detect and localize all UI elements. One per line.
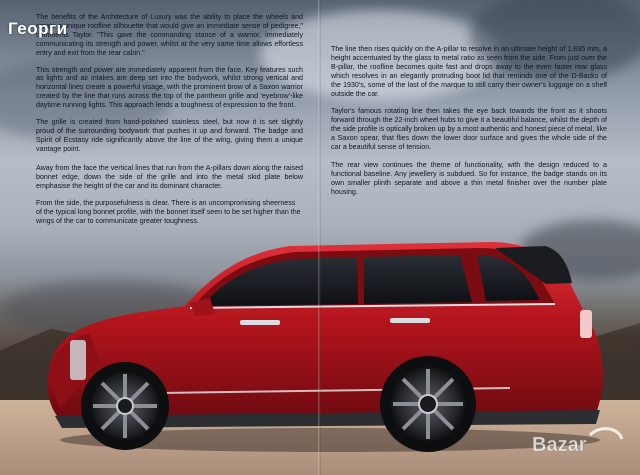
article-paragraph: This strength and power are immediately apparent from the face. Key features such as lights and air intakes are deep set into the bodywork, whilst strong vertical and horizontal lines create a powerful visage, with the prominent brow of a Saxon warrior created by the line that runs across the top of the pantheon grille and 'eyebrow'-like daytime running lights. This approach lends a toughness of expression to the front. xyxy=(36,65,303,110)
page-title: Георги xyxy=(8,19,68,38)
article-paragraph: The line then rises quickly on the A-pillar to resolve in an ultimate height of 1,835 mm, a height accentuated by the glass to metal ratio as seen from the side. From just over the B-pillar, the roofline becomes quite fast and drops away to the even faster rear glass which resolves in an elegantly protruding boot lid that reminds one of the D-Backs of the 1930's, some of the last of the marque to still carry their owner's luggage on a shelf outside the car. xyxy=(331,45,607,98)
article-paragraph: The grille is created from hand-polished stainless steel, but now it is set slightly proud of the surrounding bodywork that pushes it up and forward. The badge and Spirit of Ecstasy ride significantly above the line of the wing, giving them a unique vantage point. xyxy=(36,118,303,153)
article-paragraph: From the side, the purposefulness is clear. There is an uncompromising sheerness of the typical long bonnet profile, with the bonnet itself seen to be set higher than the wings of the car to communicate greater toughness. xyxy=(36,199,301,226)
bazar-logo xyxy=(530,421,630,466)
article-paragraph: Taylor's famous rotating line then takes the eye back towards the front as it shoots forward through the 22-inch wheel hubs to give it a beautiful balance, whilst the depth of the side profile is optically broken up by a most authentic and honest piece of metal, like a Saxon spear, that flies down the lower door surface and gives the whole side of the car a beautiful sense of tension. xyxy=(331,107,607,152)
svg-text:Bazar: Bazar xyxy=(532,434,587,456)
article-left-column xyxy=(36,13,303,226)
article-paragraph: The benefits of the Architecture of Luxury was the ability to place the wheels and create a unique roofline silhouette that would give an immediate sense of pedigree," comments Taylor. "This gave the commanding stance of a warrior, immediately communicating its strength and power, whilst at the very same time allows effortless entry and exit from the rear cabin." xyxy=(36,13,303,57)
article-right-column xyxy=(331,45,607,206)
article-paragraph: Away from the face the vertical lines that run from the A-pillars down along the raised bonnet edge, down the side of the grille and into the metal skid plate below emphasise the height of the car and its dominant character. xyxy=(36,163,303,190)
page-fold xyxy=(318,0,321,475)
suv-car-photo xyxy=(40,228,610,460)
article-paragraph: The rear view continues the theme of functionality, with the design reduced to a functional baseline. Any jewellery is subdued. So for instance, the badge stands on its own smaller plinth separate and above a thin metal finisher over the number plate housing. xyxy=(331,160,607,196)
